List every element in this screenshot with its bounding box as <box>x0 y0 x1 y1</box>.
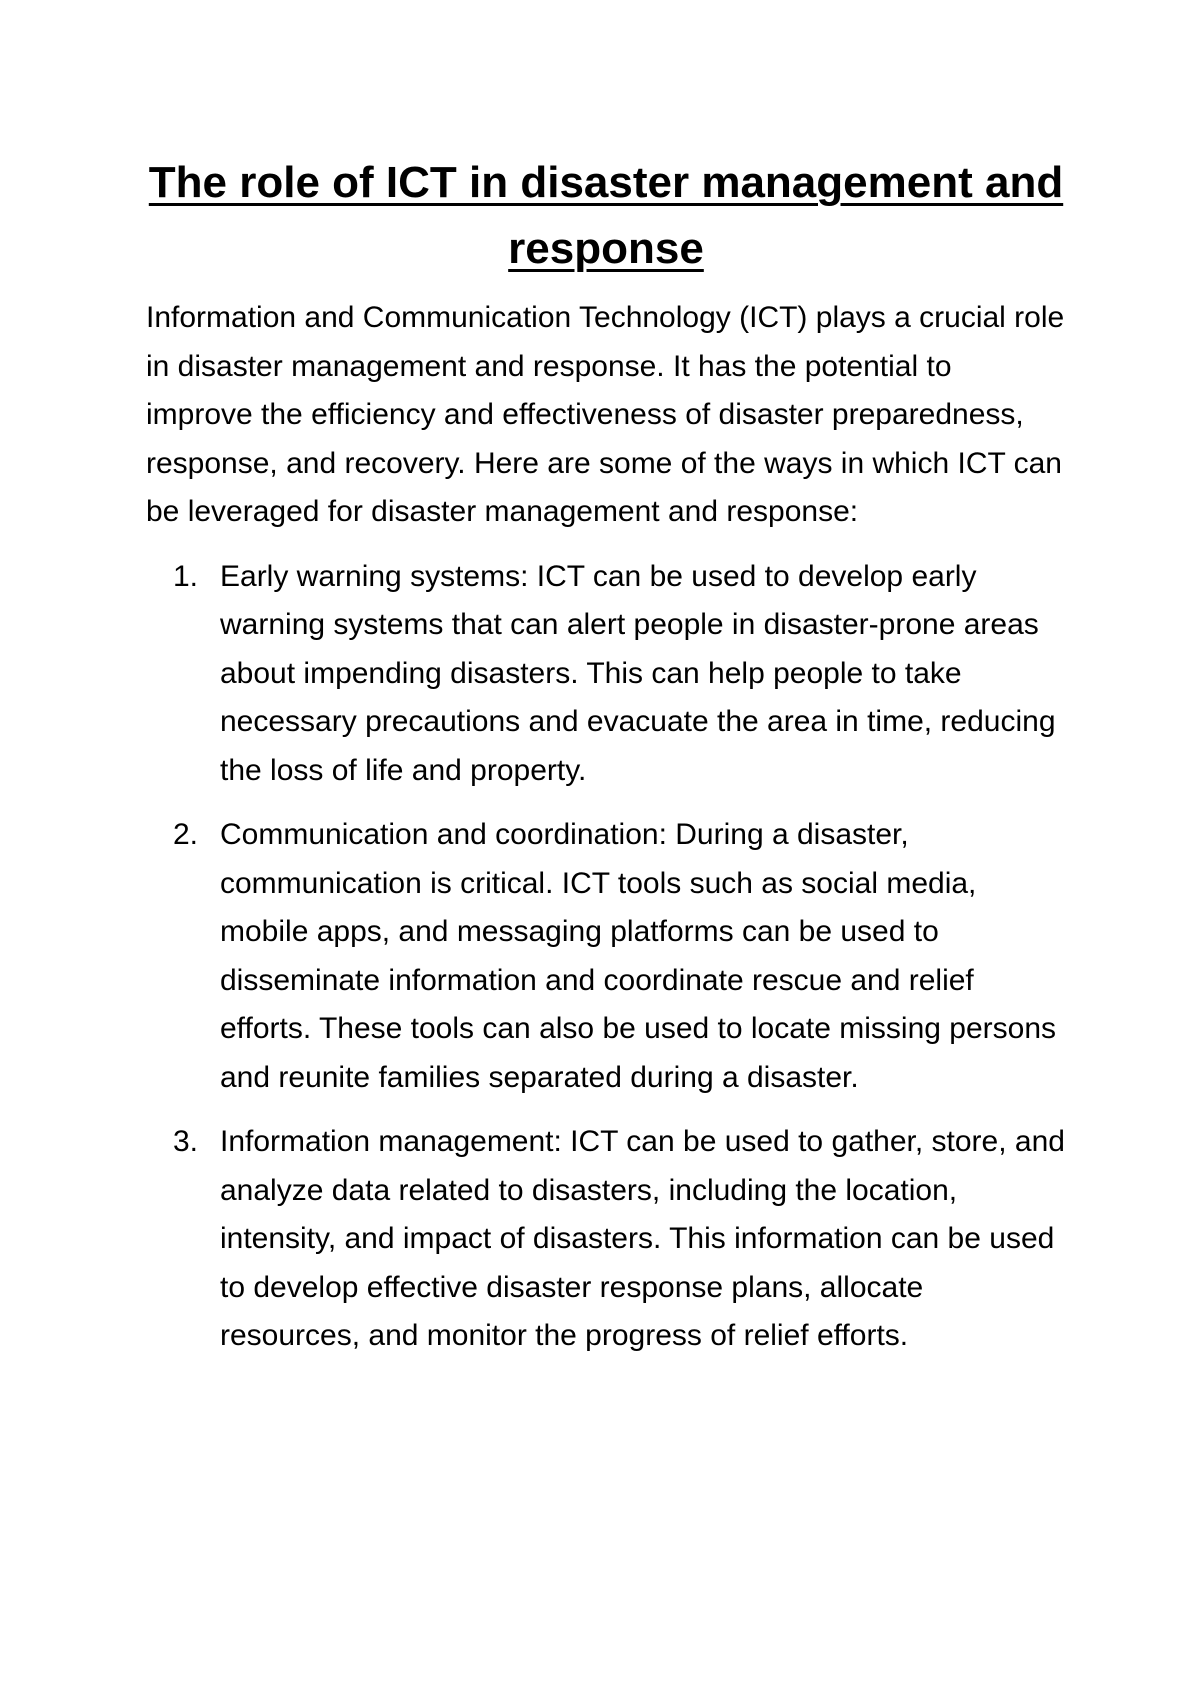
list-item-text: Communication and coordination: During a disaster, communication is critical. ICT tools such as social media, mobile apps, and messaging platforms can be used to disseminate information and coordinate rescue and relief efforts. These tools can also be used to locate missing persons and reunite families separated during a disaster. <box>220 818 1057 1094</box>
document-page <box>146 150 1066 1361</box>
list-item-number: 3. <box>173 1125 199 1158</box>
list-item <box>146 811 1066 1102</box>
list-item-number: 2. <box>173 818 199 851</box>
intro-paragraph: Information and Communication Technology (ICT) plays a crucial role in disaster management and response. It has the potential to improve the efficiency and effectiveness of disaster preparedness, response, and recovery. Here are some of the ways in which ICT can be leveraged for disaster management and response: <box>146 301 1065 528</box>
list-item <box>146 1118 1066 1361</box>
list-item <box>146 553 1066 796</box>
numbered-list <box>146 553 1066 1361</box>
list-item-text: Early warning systems: ICT can be used to develop early warning systems that can alert people in disaster-prone areas about impending disasters. This can help people to take necessary precautions and evacuate the area in time, reducing the loss of life and property. <box>220 559 1056 787</box>
document-title: The role of ICT in disaster management and response <box>148 158 1064 273</box>
list-item-text: Information management: ICT can be used to gather, store, and analyze data related to disasters, including the location, intensity, and impact of disasters. This information can be used to develop effective disaster response plans, allocate resources, and monitor the progress of relief efforts. <box>220 1125 1065 1352</box>
list-item-number: 1. <box>173 559 199 593</box>
